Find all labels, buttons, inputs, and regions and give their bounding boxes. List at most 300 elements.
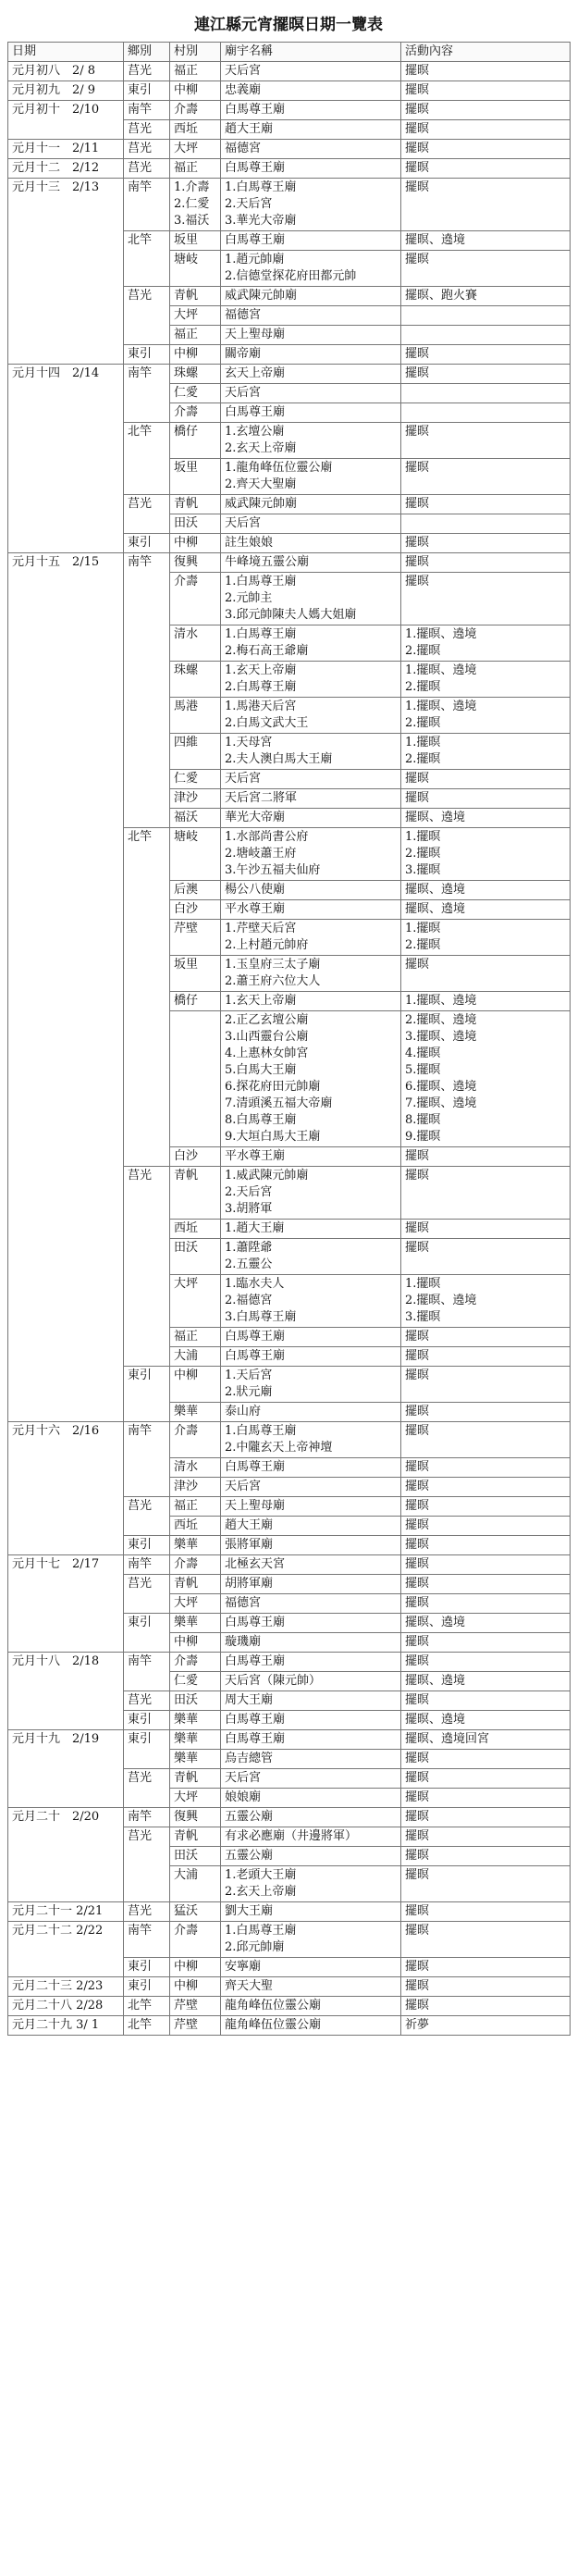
- date-cell: 元月初八 2/ 8: [8, 62, 124, 81]
- temple-cell-entry: 牛峰境五靈公廟: [225, 555, 310, 569]
- temple-cell: [221, 1497, 401, 1517]
- temple-cell-entry: 2.夫人澳白馬大王廟: [225, 752, 333, 766]
- activity-cell: [401, 326, 571, 345]
- activity-cell: [401, 920, 571, 956]
- date-cell: 元月二十二 2/22: [8, 1922, 124, 1977]
- village-cell: 塘岐: [170, 251, 221, 287]
- temple-cell-entry: 白馬尊王廟: [225, 161, 286, 175]
- temple-cell: [221, 403, 401, 423]
- temple-cell-entry: 北極玄天宮: [225, 1557, 286, 1571]
- table-row: [8, 2016, 571, 2036]
- date-cell: 元月二十一 2/21: [8, 1902, 124, 1922]
- activity-cell-entry: 9.擺暝: [405, 1130, 441, 1144]
- temple-cell-entry: 4.上惠林女帥宮: [225, 1046, 309, 1060]
- village-cell: [170, 1011, 221, 1147]
- temple-cell-entry: 2.玄天上帝廟: [225, 1885, 297, 1899]
- temple-cell-entry: 娘娘廟: [225, 1790, 262, 1804]
- temple-cell: [221, 2016, 401, 2036]
- village-cell: 中柳: [170, 1977, 221, 1997]
- temple-cell-entry: 2.狀元廟: [225, 1385, 273, 1399]
- temple-cell-entry: 趙大王廟: [225, 1518, 274, 1532]
- table-row: [8, 553, 571, 573]
- village-cell: 福正: [170, 159, 221, 179]
- activity-cell: [401, 1691, 571, 1711]
- temple-cell-entry: 2.五靈公: [225, 1257, 273, 1271]
- temple-cell: [221, 1691, 401, 1711]
- activity-cell-entry: 5.擺暝: [405, 1063, 441, 1077]
- temple-cell-entry: 龍角峰伍位靈公廟: [225, 2018, 322, 2032]
- date-cell: 元月十一 2/11: [8, 140, 124, 159]
- activity-cell-entry: 擺暝: [405, 1924, 430, 1938]
- activity-cell: [401, 384, 571, 403]
- township-cell: 北竿: [124, 231, 170, 287]
- temple-cell-entry: 安寧廟: [225, 1960, 262, 1974]
- activity-cell-entry: 擺暝: [405, 1221, 430, 1235]
- village-cell: 青帆: [170, 1769, 221, 1789]
- village-cell: 津沙: [170, 789, 221, 809]
- village-cell: 大坪: [170, 306, 221, 326]
- activity-cell-entry: 擺暝: [405, 1499, 430, 1513]
- temple-cell: [221, 1902, 401, 1922]
- activity-cell-entry: 擺暝: [405, 1849, 430, 1863]
- temple-cell-entry: 1.玄壇公廟: [225, 425, 285, 439]
- temple-cell: [221, 1750, 401, 1769]
- activity-cell: [401, 900, 571, 920]
- temple-cell-entry: 1.白馬尊王廟: [225, 1424, 297, 1438]
- village-cell: 中柳: [170, 1633, 221, 1653]
- village-cell: 大坪: [170, 1594, 221, 1614]
- village-cell: 復興: [170, 1808, 221, 1827]
- temple-cell: [221, 1458, 401, 1478]
- township-cell: 南竿: [124, 1808, 170, 1827]
- activity-cell-entry: 1.擺暝: [405, 1277, 441, 1291]
- temple-cell-entry: 2.元帥主: [225, 591, 273, 605]
- township-cell: 莒光: [124, 1575, 170, 1614]
- village-cell: 大坪: [170, 1275, 221, 1328]
- activity-cell: [401, 495, 571, 514]
- activity-cell-entry: 擺暝: [405, 1557, 430, 1571]
- temple-cell-entry: 2.福德宮: [225, 1294, 273, 1307]
- temple-cell-entry: 5.白馬大王廟: [225, 1063, 297, 1077]
- activity-cell-entry: 擺暝: [405, 958, 430, 972]
- date-cell: 元月十九 2/19: [8, 1730, 124, 1808]
- activity-cell-entry: 擺暝: [405, 1330, 430, 1344]
- temple-cell-entry: 1.威武陳元帥廟: [225, 1169, 309, 1183]
- activity-cell-entry: 8.擺暝: [405, 1113, 441, 1127]
- date-cell: 元月十五 2/15: [8, 553, 124, 1422]
- temple-cell: [221, 1367, 401, 1403]
- activity-cell: [401, 1847, 571, 1866]
- temple-cell: [221, 956, 401, 992]
- temple-cell: [221, 306, 401, 326]
- temple-cell-entry: 天后宮: [225, 386, 262, 400]
- temple-cell-entry: 2.蕭王府六位大人: [225, 974, 321, 988]
- schedule-body: [8, 62, 571, 2036]
- temple-cell-entry: 1.白馬尊王廟: [225, 575, 297, 588]
- temple-cell: [221, 809, 401, 828]
- township-cell: 東引: [124, 1536, 170, 1555]
- township-cell: 南竿: [124, 1422, 170, 1497]
- village-cell: 中柳: [170, 1367, 221, 1403]
- village-cell: 中柳: [170, 1958, 221, 1977]
- activity-cell-entry: 擺暝: [405, 536, 430, 550]
- temple-cell-entry: 1.趙大王廟: [225, 1221, 285, 1235]
- activity-cell-entry: 1.擺暝、遶境: [405, 994, 477, 1008]
- temple-cell-entry: 有求必應廟（井邊將軍）: [225, 1829, 358, 1843]
- temple-cell-entry: 璇璣廟: [225, 1635, 262, 1649]
- activity-cell-entry: [405, 404, 566, 421]
- temple-cell-entry: 烏吉總管: [225, 1752, 274, 1765]
- date-cell: 元月十三 2/13: [8, 179, 124, 365]
- village-cell: 大坪: [170, 1789, 221, 1808]
- village-cell: 清水: [170, 625, 221, 662]
- village-cell: 介壽: [170, 1555, 221, 1575]
- table-row: [8, 1555, 571, 1575]
- village-cell: 橋仔: [170, 992, 221, 1011]
- activity-cell-entry: 擺暝: [405, 1169, 430, 1183]
- temple-cell-entry: 3.山西靈台公廟: [225, 1030, 309, 1044]
- temple-cell: [221, 1403, 401, 1422]
- activity-cell-entry: 擺暝: [405, 1999, 430, 2012]
- table-row: [8, 1902, 571, 1922]
- activity-cell-entry: 擺暝: [405, 555, 430, 569]
- township-cell: 莒光: [124, 1167, 170, 1367]
- activity-cell: [401, 423, 571, 459]
- temple-cell-entry: 3.胡將軍: [225, 1202, 273, 1216]
- table-row: [8, 1997, 571, 2016]
- township-cell: 南竿: [124, 365, 170, 423]
- temple-cell: [221, 625, 401, 662]
- village-cell: 坂里: [170, 459, 221, 495]
- activity-cell-entry: 1.擺暝: [405, 736, 441, 749]
- township-cell: 莒光: [124, 1691, 170, 1711]
- temple-cell: [221, 789, 401, 809]
- activity-cell: [401, 881, 571, 900]
- temple-cell-entry: 白馬尊王廟: [225, 1616, 286, 1629]
- activity-cell-entry: 擺暝、遶境: [405, 902, 466, 916]
- temple-cell-entry: 1.白馬尊王廟: [225, 180, 297, 194]
- temple-cell-entry: 天后宮: [225, 772, 262, 786]
- activity-cell-entry: 擺暝: [405, 1538, 430, 1552]
- activity-cell-entry: 擺暝: [405, 461, 430, 475]
- activity-cell: [401, 159, 571, 179]
- temple-cell-entry: 2.白馬文武大王: [225, 716, 309, 730]
- temple-cell: [221, 1347, 401, 1367]
- temple-cell-entry: 8.白馬尊王廟: [225, 1113, 297, 1127]
- temple-cell-entry: 1.老頭大王廟: [225, 1868, 297, 1882]
- village-cell: 福沃: [170, 809, 221, 828]
- activity-cell: [401, 1497, 571, 1517]
- temple-cell-entry: 白馬尊王廟: [225, 1713, 286, 1727]
- temple-cell: [221, 1328, 401, 1347]
- temple-cell: [221, 1789, 401, 1808]
- header-village: 村別: [170, 43, 221, 62]
- date-cell: 元月十六 2/16: [8, 1422, 124, 1555]
- activity-cell-entry: 擺暝: [405, 425, 430, 439]
- temple-cell: [221, 698, 401, 734]
- activity-cell-entry: 擺暝: [405, 1405, 430, 1418]
- header-date: 日期: [8, 43, 124, 62]
- activity-cell: [401, 698, 571, 734]
- temple-cell-entry: 關帝廟: [225, 347, 262, 361]
- township-cell: 南竿: [124, 553, 170, 828]
- document-title: 連江縣元宵擺暝日期一覽表: [194, 16, 383, 34]
- temple-cell: [221, 365, 401, 384]
- activity-cell-entry: 擺暝: [405, 1518, 430, 1532]
- temple-cell-entry: 天后宮: [225, 1771, 262, 1785]
- activity-cell: [401, 992, 571, 1011]
- temple-cell: [221, 179, 401, 231]
- activity-cell: [401, 1958, 571, 1977]
- temple-cell: [221, 1147, 401, 1167]
- temple-cell-entry: 2.白馬尊王廟: [225, 680, 297, 694]
- table-row: [8, 1422, 571, 1458]
- village-cell: 田沃: [170, 1691, 221, 1711]
- temple-cell-entry: 1.白馬尊王廟: [225, 1924, 297, 1938]
- temple-cell-entry: 白馬尊王廟: [225, 233, 286, 247]
- activity-cell: [401, 1902, 571, 1922]
- activity-cell-entry: 擺暝: [405, 347, 430, 361]
- temple-cell: [221, 423, 401, 459]
- date-cell: 元月二十九 3/ 1: [8, 2016, 124, 2036]
- village-cell: 樂華: [170, 1711, 221, 1730]
- temple-cell-entry: 平水尊王廟: [225, 1149, 286, 1163]
- village-cell: 田沃: [170, 514, 221, 534]
- temple-cell: [221, 159, 401, 179]
- temple-cell-entry: 3.白馬尊王廟: [225, 1310, 297, 1324]
- activity-cell-entry: 擺暝: [405, 1635, 430, 1649]
- temple-cell: [221, 1922, 401, 1958]
- activity-cell-entry: 擺暝: [405, 253, 430, 266]
- activity-cell-entry: 擺暝: [405, 1149, 430, 1163]
- temple-cell-entry: 天上聖母廟: [225, 1499, 286, 1513]
- temple-cell-entry: 威武陳元帥廟: [225, 497, 298, 511]
- table-row: [8, 159, 571, 179]
- temple-cell-entry: 1.白馬尊王廟: [225, 627, 297, 641]
- activity-cell-entry: 擺暝: [405, 1829, 430, 1843]
- activity-cell: [401, 956, 571, 992]
- village-cell: 坂里: [170, 231, 221, 251]
- temple-cell-entry: 白馬尊王廟: [225, 1460, 286, 1474]
- temple-cell: [221, 1422, 401, 1458]
- temple-cell-entry: 玄天上帝廟: [225, 366, 286, 380]
- activity-cell-entry: 擺暝: [405, 1480, 430, 1493]
- temple-cell-entry: 威武陳元帥廟: [225, 289, 298, 303]
- temple-cell-entry: 白馬尊王廟: [225, 103, 286, 117]
- township-cell: 東引: [124, 1958, 170, 1977]
- activity-cell-entry: 擺暝: [405, 103, 430, 117]
- temple-cell: [221, 384, 401, 403]
- village-cell: 四維: [170, 734, 221, 770]
- date-cell: 元月初九 2/ 9: [8, 81, 124, 101]
- temple-cell: [221, 1575, 401, 1594]
- activity-cell: [401, 534, 571, 553]
- temple-cell-entry: 2.正乙玄壇公廟: [225, 1013, 309, 1027]
- activity-cell-entry: 擺暝: [405, 1904, 430, 1918]
- activity-cell-entry: 擺暝、遶境: [405, 883, 466, 897]
- activity-cell: [401, 1011, 571, 1147]
- activity-cell-entry: 擺暝: [405, 1810, 430, 1824]
- activity-cell-entry: 擺暝: [405, 1368, 430, 1382]
- township-cell: 東引: [124, 81, 170, 101]
- activity-cell: [401, 287, 571, 306]
- activity-cell-entry: 擺暝、跑火賽: [405, 289, 478, 303]
- activity-cell: [401, 1750, 571, 1769]
- village-cell: 介壽: [170, 1922, 221, 1958]
- temple-cell: [221, 1555, 401, 1575]
- township-cell: 東引: [124, 1977, 170, 1997]
- temple-cell-entry: 龍角峰伍位靈公廟: [225, 1999, 322, 2012]
- temple-cell: [221, 770, 401, 789]
- temple-cell-entry: 1.玄天上帝廟: [225, 994, 297, 1008]
- temple-cell-entry: 1.蕭陞爺: [225, 1241, 273, 1255]
- activity-cell: [401, 1555, 571, 1575]
- township-cell: 莒光: [124, 287, 170, 345]
- temple-cell-entry: 1.龍角峰伍位靈公廟: [225, 461, 333, 475]
- activity-cell: [401, 1517, 571, 1536]
- temple-cell: [221, 1275, 401, 1328]
- activity-cell-entry: 1.擺暝: [405, 922, 441, 935]
- activity-cell: [401, 573, 571, 625]
- village-cell: 后澳: [170, 881, 221, 900]
- temple-cell: [221, 1614, 401, 1633]
- activity-cell-entry: 2.擺暝、遶境: [405, 1013, 477, 1027]
- temple-cell-entry: 2.塘岐蕭王府: [225, 847, 297, 861]
- activity-cell-entry: 擺暝: [405, 1241, 430, 1255]
- activity-cell: [401, 1536, 571, 1555]
- temple-cell: [221, 514, 401, 534]
- village-cell: 坂里: [170, 956, 221, 992]
- activity-cell: [401, 1997, 571, 2016]
- township-cell: 莒光: [124, 62, 170, 81]
- township-cell: 北竿: [124, 423, 170, 495]
- activity-cell-entry: 祈夢: [405, 2018, 430, 2032]
- township-cell: 東引: [124, 1367, 170, 1422]
- village-cell: 中柳: [170, 345, 221, 365]
- township-cell: 南竿: [124, 1653, 170, 1691]
- table-row: [8, 81, 571, 101]
- temple-cell: [221, 1220, 401, 1239]
- village-cell: 青帆: [170, 1827, 221, 1847]
- activity-cell-entry: 擺暝: [405, 180, 430, 194]
- temple-cell: [221, 573, 401, 625]
- activity-cell: [401, 1808, 571, 1827]
- activity-cell-entry: 擺暝: [405, 1960, 430, 1974]
- activity-cell-entry: 擺暝: [405, 161, 430, 175]
- activity-cell-entry: 1.擺暝、遶境: [405, 627, 477, 641]
- activity-cell-entry: 擺暝、遶境: [405, 811, 466, 824]
- temple-cell-entry: 3.華光大帝廟: [225, 214, 297, 228]
- activity-cell-entry: 擺暝: [405, 366, 430, 380]
- temple-cell: [221, 1517, 401, 1536]
- temple-cell-entry: 忠義廟: [225, 83, 262, 97]
- activity-cell-entry: [405, 307, 566, 324]
- temple-cell-entry: 2.齊天大聖廟: [225, 477, 297, 491]
- activity-cell: [401, 120, 571, 140]
- activity-cell: [401, 179, 571, 231]
- table-row: [8, 1808, 571, 1827]
- temple-cell: [221, 1808, 401, 1827]
- activity-cell-entry: 3.擺暝、遶境: [405, 1030, 477, 1044]
- activity-cell: [401, 514, 571, 534]
- temple-cell-entry: 胡將軍廟: [225, 1577, 274, 1591]
- activity-cell-entry: 擺暝: [405, 791, 430, 805]
- temple-cell-entry: 2.中隴玄天上帝神壇: [225, 1441, 333, 1455]
- village-cell: 樂華: [170, 1614, 221, 1633]
- village-cell: 馬港: [170, 698, 221, 734]
- table-row: [8, 179, 571, 231]
- activity-cell: [401, 251, 571, 287]
- temple-cell: [221, 1011, 401, 1147]
- activity-cell-entry: 擺暝: [405, 1771, 430, 1785]
- table-row: [8, 101, 571, 120]
- township-cell: 莒光: [124, 1769, 170, 1808]
- temple-cell-entry: 五靈公廟: [225, 1810, 274, 1824]
- village-cell: [170, 179, 221, 231]
- activity-cell: [401, 734, 571, 770]
- activity-cell: [401, 403, 571, 423]
- temple-cell: [221, 101, 401, 120]
- temple-cell-entry: 白馬尊王廟: [225, 1732, 286, 1746]
- activity-cell-entry: 2.擺暝: [405, 716, 441, 730]
- village-cell: 中柳: [170, 534, 221, 553]
- township-cell: 南竿: [124, 1922, 170, 1958]
- temple-cell-entry: 劉大王廟: [225, 1904, 274, 1918]
- temple-cell: [221, 120, 401, 140]
- table-row: [8, 1653, 571, 1672]
- temple-cell: [221, 140, 401, 159]
- activity-cell-entry: 擺暝: [405, 83, 430, 97]
- temple-cell-entry: 1.玄天上帝廟: [225, 663, 297, 677]
- village-cell: 介壽: [170, 1422, 221, 1458]
- village-cell: 大浦: [170, 1866, 221, 1902]
- temple-cell-entry: 1.水部尚書公府: [225, 830, 309, 844]
- activity-cell-entry: 擺暝: [405, 142, 430, 155]
- header-row: [8, 43, 571, 62]
- activity-cell-entry: 擺暝: [405, 575, 430, 588]
- activity-cell-entry: 擺暝: [405, 1424, 430, 1438]
- village-cell-line: 3.福沃: [174, 214, 210, 228]
- township-cell: 莒光: [124, 1497, 170, 1536]
- activity-cell-entry: 擺暝、遶境回宮: [405, 1732, 490, 1746]
- temple-cell-entry: 平水尊王廟: [225, 902, 286, 916]
- activity-cell-entry: 2.擺暝: [405, 847, 441, 861]
- activity-cell: [401, 231, 571, 251]
- temple-cell-entry: 福德宮: [225, 1596, 262, 1610]
- village-cell: 樂華: [170, 1403, 221, 1422]
- township-cell: 南竿: [124, 179, 170, 231]
- temple-cell: [221, 1536, 401, 1555]
- temple-cell-entry: 1.趙元帥廟: [225, 253, 285, 266]
- temple-cell: [221, 1997, 401, 2016]
- temple-cell: [221, 251, 401, 287]
- village-cell: 介壽: [170, 403, 221, 423]
- activity-cell-entry: 擺暝: [405, 122, 430, 136]
- activity-cell: [401, 770, 571, 789]
- village-cell: 白沙: [170, 1147, 221, 1167]
- date-cell: 元月二十八 2/28: [8, 1997, 124, 2016]
- village-cell: 西坵: [170, 1220, 221, 1239]
- temple-cell: [221, 1958, 401, 1977]
- activity-cell: [401, 306, 571, 326]
- temple-cell-entry: 2.邱元帥廟: [225, 1940, 285, 1954]
- activity-cell: [401, 662, 571, 698]
- activity-cell-entry: [405, 385, 566, 402]
- village-cell: 中柳: [170, 81, 221, 101]
- activity-cell: [401, 1653, 571, 1672]
- temple-cell: [221, 1239, 401, 1275]
- temple-cell-entry: 2.玄天上帝廟: [225, 441, 297, 455]
